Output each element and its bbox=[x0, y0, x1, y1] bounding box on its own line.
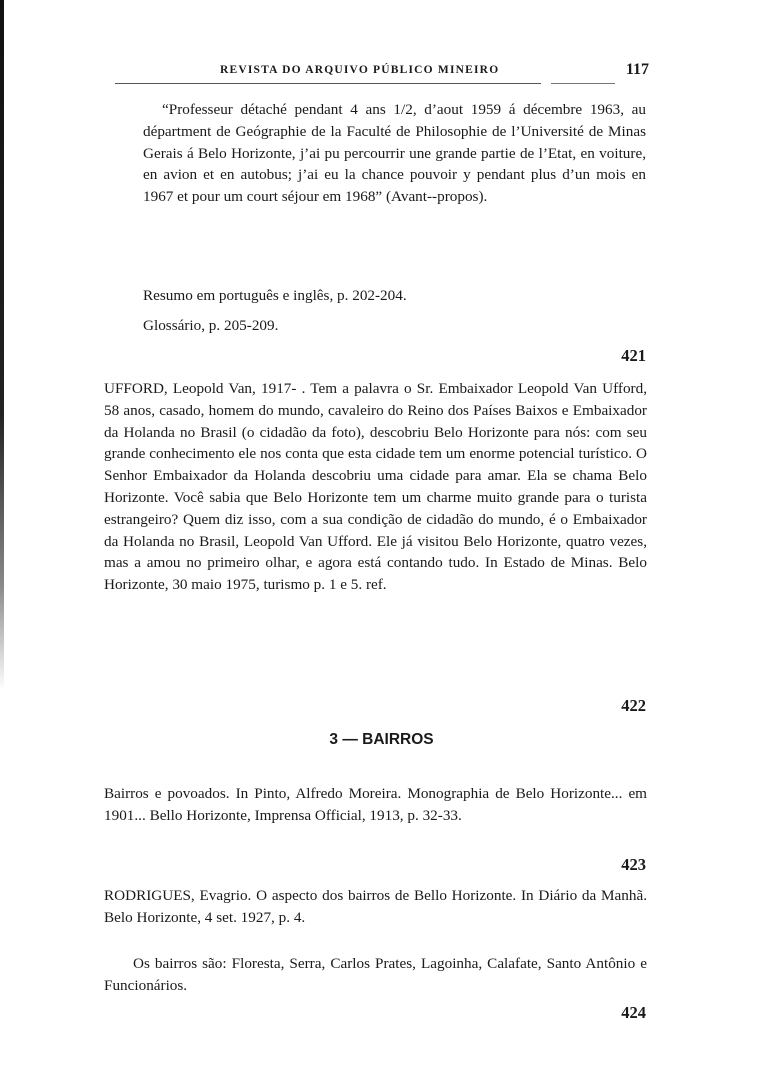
summary-note: Resumo em português e inglês, p. 202-204. bbox=[143, 287, 407, 304]
page-header bbox=[107, 58, 652, 86]
bibliography-entry: RODRIGUES, Evagrio. O aspecto dos bairros de Bello Horizonte. In Diário da Manhã. Belo Horizonte, 4 set. 1927, p. 4. bbox=[104, 887, 647, 926]
entry-number: 424 bbox=[621, 1003, 646, 1022]
header-rule-right bbox=[551, 83, 615, 84]
scan-edge-shadow bbox=[0, 0, 4, 690]
entry-number: 422 bbox=[621, 696, 646, 715]
entry-number: 423 bbox=[621, 855, 646, 874]
header-rule bbox=[115, 83, 541, 84]
bibliography-entry: UFFORD, Leopold Van, 1917- . Tem a palavra o Sr. Embaixador Leopold Van Ufford, 58 anos, casado, homem do mundo, cavaleiro do Reino dos Países Baixos e Embaixador da Holanda no Brasil (o cidadão da foto), descobriu Belo Horizonte para nós: com seu grande conhecimento ele nos conta que esta cidade tem um enorme potencial turístico. O Senhor Embaixador da Holanda descobriu uma cidade para amar. Ela se chama Belo Horizonte. Você sabia que Belo Horizonte tem um charme muito grande para o turista estrangeiro? Quem diz isso, com a sua condição de cidadão do mundo, é o Embaixador da Holanda no Brasil, Leopold Van Ufford. Ele já visitou Belo Horizonte, quatro vezes, mas a amou no primeiro olhar, e agora está contando tudo. In Estado de Minas. Belo Horizonte, 30 maio 1975, turismo p. 1 e 5. ref. bbox=[104, 380, 647, 594]
running-title: REVISTA DO ARQUIVO PÚBLICO MINEIRO bbox=[220, 64, 500, 76]
glossary-note: Glossário, p. 205-209. bbox=[143, 317, 279, 334]
page-number: 117 bbox=[625, 61, 649, 78]
section-heading: 3 — BAIRROS bbox=[329, 731, 434, 748]
continued-quote: “Professeur détaché pendant 4 ans 1/2, d’aout 1959 á décembre 1963, au départment de Geógraphie de la Faculté de Philosophie de l’Université de Minas Gerais á Belo Horizonte, j’ai pu percourrir une grande partie de l’Etat, en voiture, en avion et en autobus; j’ai eu la chance pouvoir y pendant plus d’un mois en 1967 et pour um court séjour em 1968” (Avant--propos). bbox=[143, 101, 646, 206]
entry-number: 421 bbox=[621, 346, 646, 365]
bibliography-entry: Bairros e povoados. In Pinto, Alfredo Moreira. Monographia de Belo Horizonte... em 1901... Bello Horizonte, Imprensa Official, 1913, p. 32-33. bbox=[104, 785, 647, 824]
entry-annotation: Os bairros são: Floresta, Serra, Carlos Prates, Lagoinha, Calafate, Santo Antônio e Funcionários. bbox=[104, 955, 647, 994]
